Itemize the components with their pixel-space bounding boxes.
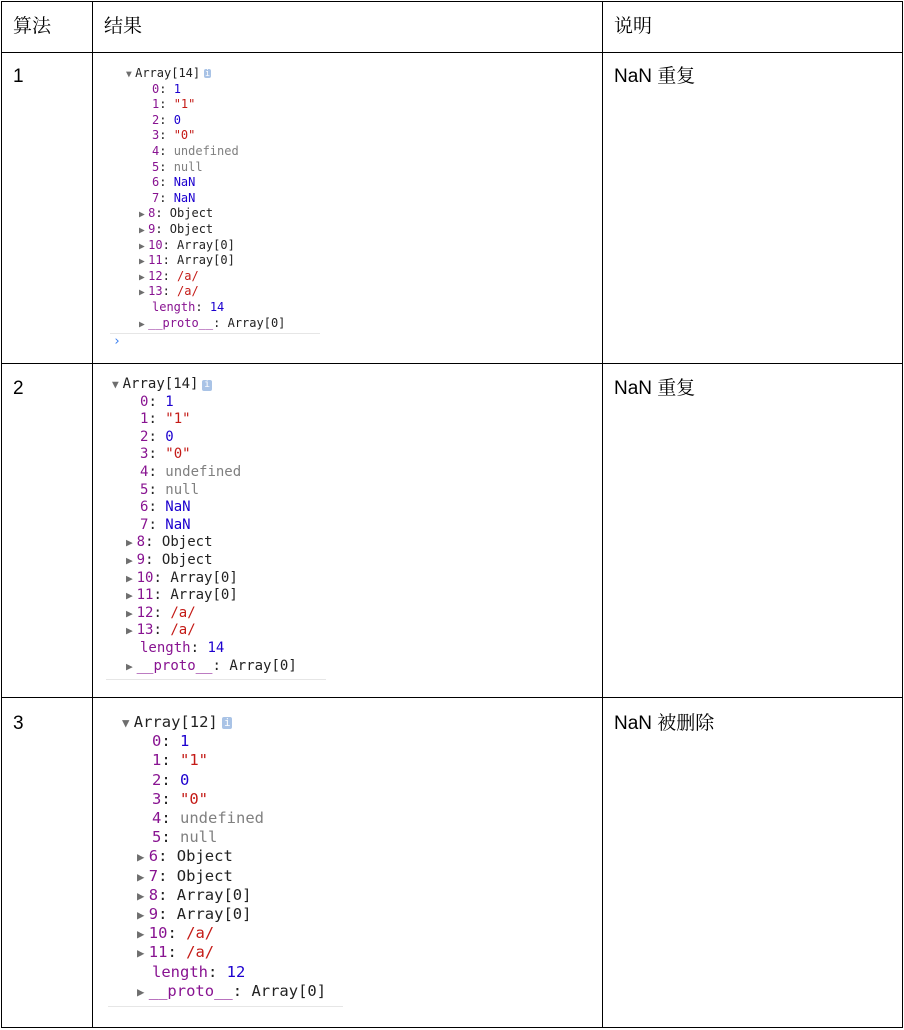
array-item: [140, 429, 174, 447]
item-value: null: [165, 481, 200, 498]
info-icon: i: [204, 68, 210, 79]
array-item: [152, 732, 189, 751]
item-value: "0": [173, 128, 196, 143]
console-3-separator: [108, 1006, 343, 1007]
item-value: 0: [173, 112, 181, 127]
array-item[interactable]: [126, 605, 196, 623]
collapsed-arrow-icon[interactable]: ▶: [137, 907, 145, 922]
length-row: [140, 640, 224, 658]
row-2-note: NaN 重复: [614, 378, 696, 399]
array-item[interactable]: [139, 269, 199, 286]
item-key: 6: [140, 499, 149, 516]
array-item: [152, 144, 239, 160]
item-colon: :: [153, 604, 171, 621]
header-algorithm: 算法: [13, 16, 52, 37]
item-value: Object: [169, 222, 214, 236]
collapsed-arrow-icon[interactable]: ▶: [137, 926, 145, 942]
item-value: /a/: [177, 284, 199, 299]
item-colon: :: [148, 428, 166, 445]
console-2-separator: [106, 679, 326, 680]
row-1-index: 1: [13, 66, 24, 87]
array-item[interactable]: [126, 552, 213, 570]
item-colon: :: [161, 828, 181, 847]
proto-key: __proto__: [148, 981, 233, 1000]
item-key: 2: [152, 112, 160, 127]
item-colon: :: [158, 847, 177, 866]
proto-key: __proto__: [136, 657, 213, 674]
item-value: "0": [180, 789, 209, 808]
item-key: 3: [152, 789, 162, 808]
array-item: [140, 464, 241, 482]
item-value: Object: [161, 552, 213, 568]
array-item: [152, 113, 181, 129]
item-colon: :: [159, 144, 174, 158]
collapsed-arrow-icon[interactable]: ▶: [137, 983, 145, 999]
collapsed-arrow-icon[interactable]: ▶: [139, 318, 145, 330]
array-label: Array[14]: [122, 376, 199, 392]
item-colon: :: [148, 499, 166, 516]
proto-value: Array[0]: [229, 657, 297, 674]
item-key: 10: [136, 569, 154, 586]
collapsed-arrow-icon[interactable]: ▶: [126, 589, 133, 603]
length-value: 14: [209, 300, 225, 314]
array-item: [140, 482, 199, 500]
array-header[interactable]: [126, 66, 211, 83]
item-value: Array[0]: [176, 905, 252, 923]
length-colon: :: [195, 300, 210, 314]
array-item[interactable]: [139, 238, 235, 255]
item-colon: :: [161, 789, 181, 808]
collapsed-arrow-icon[interactable]: ▶: [139, 287, 145, 299]
item-colon: :: [159, 159, 174, 174]
item-value: null: [173, 159, 203, 174]
item-value: Array[0]: [177, 253, 235, 268]
length-row: [152, 963, 245, 982]
collapsed-arrow-icon[interactable]: ▶: [137, 945, 145, 961]
item-colon: :: [158, 905, 177, 923]
item-value: NaN: [173, 190, 196, 205]
item-key: 1: [140, 411, 149, 428]
array-label: Array[14]: [135, 66, 201, 80]
array-item: [140, 517, 191, 535]
item-key: 9: [148, 222, 156, 236]
row-divider-1: [1, 363, 903, 364]
row-2-index: 2: [13, 378, 24, 399]
item-value: /a/: [170, 604, 196, 621]
item-key: 7: [140, 516, 149, 533]
item-key: 8: [148, 206, 156, 221]
item-colon: :: [159, 81, 174, 96]
array-item: [140, 411, 191, 429]
item-value: 0: [180, 770, 190, 789]
item-key: 9: [136, 552, 146, 568]
item-key: 4: [152, 144, 160, 158]
array-item: [152, 809, 264, 828]
item-key: 11: [136, 587, 154, 604]
item-value: Object: [176, 866, 233, 885]
length-key: length: [140, 640, 191, 656]
array-item: [152, 97, 195, 113]
item-value: Array[0]: [176, 885, 252, 904]
length-key: length: [152, 300, 196, 314]
item-colon: :: [153, 622, 171, 639]
item-key: 5: [140, 481, 149, 498]
collapsed-arrow-icon[interactable]: ▶: [139, 256, 145, 268]
item-key: 5: [152, 828, 162, 847]
array-item[interactable]: [139, 206, 213, 223]
item-key: 3: [152, 128, 160, 143]
item-key: 4: [152, 809, 162, 827]
console-output-3: [122, 713, 352, 1008]
item-colon: :: [155, 206, 170, 221]
array-item[interactable]: [126, 587, 238, 605]
item-value: NaN: [165, 516, 191, 533]
item-key: 9: [148, 905, 159, 923]
row-1-note: NaN 重复: [614, 66, 696, 87]
proto-value: Array[0]: [227, 315, 286, 330]
collapsed-arrow-icon[interactable]: ▶: [137, 887, 145, 903]
array-header[interactable]: [112, 376, 212, 394]
array-item: [152, 771, 189, 790]
proto-row[interactable]: [126, 658, 297, 676]
item-value: 0: [165, 428, 174, 445]
item-value: /a/: [170, 622, 196, 639]
item-key: 2: [140, 428, 149, 445]
collapsed-arrow-icon[interactable]: ▶: [126, 536, 133, 550]
header-note: 说明: [614, 16, 653, 37]
item-key: 7: [152, 190, 160, 205]
collapsed-arrow-icon[interactable]: ▶: [139, 225, 145, 236]
collapsed-arrow-icon[interactable]: ▶: [126, 659, 133, 673]
proto-row[interactable]: [139, 316, 285, 333]
array-item: [140, 499, 191, 517]
array-item[interactable]: [139, 284, 199, 301]
length-row: [152, 300, 224, 316]
array-label: Array[12]: [133, 713, 218, 731]
console-1-separator: [110, 333, 320, 334]
item-colon: :: [158, 866, 177, 885]
collapsed-arrow-icon[interactable]: ▶: [126, 571, 133, 585]
table-border-right: [902, 1, 903, 1028]
array-item[interactable]: [137, 905, 251, 924]
item-key: 2: [152, 770, 162, 789]
item-value: /a/: [186, 943, 215, 962]
array-item[interactable]: [137, 886, 251, 905]
item-colon: :: [148, 464, 166, 480]
collapsed-arrow-icon[interactable]: ▶: [139, 209, 145, 221]
item-value: Object: [169, 206, 214, 221]
item-colon: :: [145, 534, 162, 551]
item-colon: :: [148, 516, 166, 533]
length-key: length: [152, 962, 208, 981]
item-key: 8: [136, 534, 146, 551]
console-output-2: [112, 376, 342, 681]
header-result: 结果: [104, 16, 143, 37]
row-3-index: 3: [13, 713, 24, 734]
item-key: 11: [148, 253, 163, 268]
array-item[interactable]: [137, 847, 233, 866]
array-item: [140, 446, 191, 464]
array-item[interactable]: [139, 222, 213, 239]
item-key: 8: [148, 885, 159, 904]
length-colon: :: [208, 962, 227, 981]
item-colon: :: [167, 924, 187, 943]
collapsed-arrow-icon[interactable]: ▶: [139, 240, 145, 252]
array-item[interactable]: [126, 534, 213, 552]
item-value: undefined: [173, 144, 239, 158]
expanded-arrow-icon[interactable]: ▼: [126, 69, 132, 80]
info-icon: i: [204, 379, 210, 391]
proto-colon: :: [212, 657, 230, 674]
item-key: 3: [140, 446, 149, 463]
item-colon: :: [161, 770, 181, 789]
item-value: Array[0]: [170, 587, 238, 604]
item-key: 5: [152, 159, 160, 174]
item-colon: :: [155, 222, 170, 236]
item-key: 13: [136, 622, 154, 639]
row-3-note: NaN 被删除: [614, 713, 715, 734]
item-colon: :: [148, 411, 166, 428]
item-colon: :: [162, 284, 178, 299]
item-colon: :: [161, 751, 181, 770]
item-colon: :: [162, 237, 178, 252]
item-key: 7: [148, 866, 159, 885]
item-key: 1: [152, 97, 160, 112]
item-key: 13: [148, 284, 163, 299]
array-item: [152, 191, 195, 207]
table-border-top: [1, 1, 903, 2]
collapsed-arrow-icon[interactable]: ▶: [126, 554, 133, 567]
item-value: Object: [161, 534, 213, 551]
item-value: null: [180, 828, 218, 847]
console-prompt[interactable]: ›: [113, 334, 121, 349]
proto-key: __proto__: [148, 315, 214, 330]
item-colon: :: [145, 552, 162, 568]
array-item: [152, 160, 203, 176]
proto-colon: :: [213, 315, 228, 330]
item-colon: :: [153, 569, 171, 586]
table-header-divider: [1, 52, 903, 53]
item-colon: :: [161, 732, 181, 751]
proto-value: Array[0]: [251, 981, 327, 1000]
item-value: "1": [180, 751, 209, 770]
array-item: [152, 790, 208, 809]
length-colon: :: [190, 640, 208, 656]
item-colon: :: [159, 112, 174, 127]
item-key: 0: [152, 732, 162, 751]
item-value: 1: [180, 732, 190, 751]
array-item: [152, 751, 208, 770]
array-item[interactable]: [126, 622, 196, 640]
collapsed-arrow-icon[interactable]: ▶: [139, 271, 145, 283]
item-value: Object: [176, 847, 233, 866]
item-colon: :: [148, 481, 166, 498]
item-value: "1": [165, 411, 191, 428]
item-colon: :: [159, 190, 174, 205]
array-header[interactable]: [122, 713, 232, 732]
array-item[interactable]: [137, 943, 214, 962]
collapsed-arrow-icon[interactable]: ▶: [126, 624, 133, 638]
item-value: NaN: [173, 175, 196, 190]
array-item[interactable]: [137, 867, 233, 886]
item-value: 1: [173, 81, 181, 96]
item-value: "0": [165, 446, 191, 463]
console-output-1: [126, 66, 326, 351]
item-key: 11: [148, 943, 168, 962]
length-value: 14: [207, 640, 225, 656]
column-divider-1: [92, 1, 93, 1028]
item-key: 4: [140, 464, 149, 480]
item-key: 12: [136, 604, 154, 621]
item-key: 12: [148, 268, 163, 283]
expanded-arrow-icon[interactable]: ▼: [112, 378, 119, 391]
array-item: [152, 175, 195, 191]
item-colon: :: [167, 943, 187, 962]
item-value: /a/: [186, 924, 215, 943]
length-value: 12: [226, 962, 246, 981]
array-item[interactable]: [137, 924, 214, 943]
item-value: "1": [173, 97, 196, 112]
item-colon: :: [162, 253, 178, 268]
item-colon: :: [162, 268, 178, 283]
item-key: 0: [140, 393, 149, 410]
item-value: undefined: [165, 464, 242, 480]
array-item[interactable]: [139, 253, 235, 270]
array-item: [152, 82, 181, 98]
column-divider-2: [602, 1, 603, 1028]
item-value: Array[0]: [177, 237, 235, 252]
item-value: undefined: [180, 809, 265, 827]
item-key: 0: [152, 81, 160, 96]
proto-colon: :: [232, 981, 252, 1000]
collapsed-arrow-icon[interactable]: ▶: [137, 849, 145, 865]
item-value: Array[0]: [170, 569, 238, 586]
collapsed-arrow-icon[interactable]: ▶: [137, 868, 145, 884]
item-colon: :: [161, 809, 181, 827]
item-value: /a/: [177, 268, 199, 283]
expanded-arrow-icon[interactable]: ▼: [122, 715, 130, 730]
row-divider-2: [1, 697, 903, 698]
proto-row[interactable]: [137, 982, 326, 1001]
array-item: [152, 828, 217, 847]
item-colon: :: [153, 587, 171, 604]
item-colon: :: [159, 175, 174, 190]
item-key: 10: [148, 924, 168, 943]
table-border-left: [1, 1, 2, 1028]
item-key: 6: [148, 847, 159, 866]
item-key: 6: [152, 175, 160, 190]
array-item: [152, 128, 195, 144]
collapsed-arrow-icon[interactable]: ▶: [126, 606, 133, 620]
item-colon: :: [159, 97, 174, 112]
item-key: 1: [152, 751, 162, 770]
array-item: [140, 394, 174, 412]
item-colon: :: [158, 885, 177, 904]
item-value: 1: [165, 393, 174, 410]
info-icon: i: [223, 715, 231, 729]
array-item[interactable]: [126, 570, 238, 588]
item-colon: :: [148, 446, 166, 463]
table-border-bottom: [1, 1027, 903, 1028]
item-value: NaN: [165, 499, 191, 516]
item-colon: :: [148, 393, 166, 410]
item-colon: :: [159, 128, 174, 143]
item-key: 10: [148, 237, 163, 252]
